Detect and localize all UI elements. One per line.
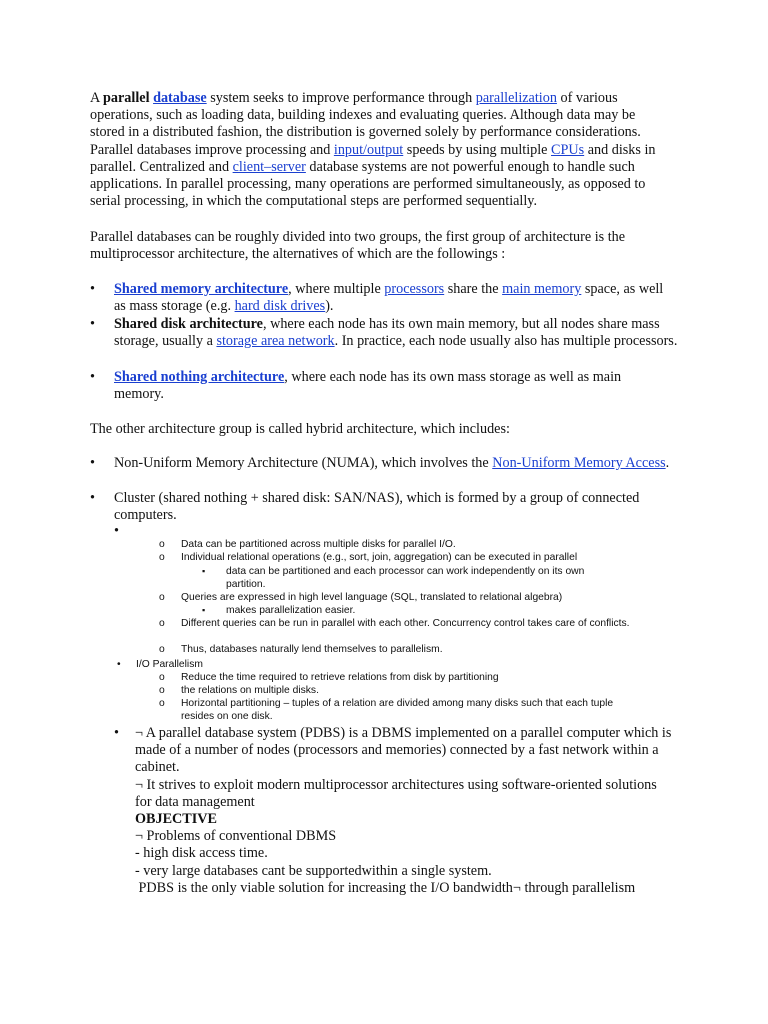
note-io-parallelism: I/O Parallelism	[136, 659, 203, 670]
pdbs-disk-access: - high disk access time.	[135, 845, 268, 862]
note-relational-operations: Individual relational operations (e.g., sort, join, aggregation) can be executed in parallel	[181, 552, 578, 563]
note-horizontal-partitioning: Horizontal partitioning – tuples of a relation are divided among many disks such that each tuple resides on one disk.	[181, 698, 614, 722]
bullet-marker: •	[90, 281, 95, 297]
link-hard-disk-drives[interactable]: hard disk drives	[234, 298, 326, 315]
list-item-shared-disk: Shared disk architecture, where each node has its own main memory, but all nodes share mass storage, usually a storage area network. In practice, each node usually also has multiple processors.	[114, 316, 678, 350]
list-item-shared-memory: Shared memory architecture, where multiple processors share the main memory space, as well as mass storage (e.g. hard disk drives).	[114, 281, 664, 315]
pdbs-definition: ¬ A parallel database system (PDBS) is a DBMS implemented on a parallel computer which is made of a number of nodes (processors and memories) connected by a fast network within a cabinet.	[135, 725, 672, 776]
architecture-intro-paragraph: Parallel databases can be roughly divided into two groups, the first group of architecture is the multiprocessor architecture, the alternatives of which are the followings :	[90, 229, 626, 263]
circle-marker: o	[159, 552, 165, 563]
link-shared-memory-architecture[interactable]: Shared memory architecture	[114, 281, 289, 297]
circle-marker: o	[159, 539, 165, 550]
pdbs-strives: ¬ It strives to exploit modern multiprocessor architectures using software-oriented solutions for data management	[135, 776, 657, 810]
bold-shared-disk: Shared disk architecture	[114, 316, 263, 332]
circle-marker: o	[159, 698, 165, 709]
list-item-cluster: Cluster (shared nothing + shared disk: SAN/NAS), which is formed by a group of connected computers.	[114, 490, 640, 524]
square-marker: ▪	[202, 605, 206, 615]
link-database[interactable]: database	[153, 90, 207, 106]
pdbs-large-databases: - very large databases cant be supportedwithin a single system.	[135, 862, 492, 879]
circle-marker: o	[159, 644, 165, 655]
circle-marker: o	[159, 618, 165, 629]
note-processor-independent: data can be partitioned and each processor can work independently on its own partition.	[226, 566, 585, 590]
note-different-queries: Different queries can be run in parallel with each other. Concurrency control takes care of conflicts.	[181, 618, 630, 629]
empty-bullet-marker: •	[114, 523, 119, 539]
objective-heading: OBJECTIVE	[135, 811, 217, 828]
link-input-output[interactable]: input/output	[333, 141, 404, 158]
bullet-marker: •	[90, 490, 95, 506]
bullet-marker: •	[90, 369, 95, 385]
circle-marker: o	[159, 685, 165, 696]
hybrid-intro-paragraph: The other architecture group is called hybrid architecture, which includes:	[90, 421, 510, 437]
note-databases-lend: Thus, databases naturally lend themselves to parallelism.	[181, 644, 443, 655]
bullet-marker: •	[114, 725, 119, 741]
circle-marker: o	[159, 592, 165, 603]
link-cpus[interactable]: CPUs	[551, 141, 585, 158]
link-storage-area-network[interactable]: storage area network	[216, 333, 335, 350]
note-queries-high-level: Queries are expressed in high level language (SQL, translated to relational algebra)	[181, 592, 563, 603]
link-main-memory[interactable]: main memory	[502, 281, 582, 297]
link-non-uniform-memory-access[interactable]: Non-Uniform Memory Access	[492, 455, 666, 471]
bullet-marker: •	[90, 455, 95, 471]
note-multiple-disks: the relations on multiple disks.	[181, 685, 319, 696]
bullet-marker: •	[117, 659, 121, 670]
link-processors[interactable]: processors	[384, 281, 445, 297]
list-item-shared-nothing: Shared nothing architecture, where each node has its own mass storage as well as main memory.	[114, 369, 622, 403]
bullet-marker: •	[90, 316, 95, 332]
bold-parallel: parallel	[103, 90, 150, 106]
square-marker: ▪	[202, 566, 206, 576]
link-shared-nothing-architecture[interactable]: Shared nothing architecture	[114, 369, 285, 385]
link-client-server[interactable]: client–server	[232, 158, 306, 175]
note-parallelization-easier: makes parallelization easier.	[226, 605, 356, 616]
pdbs-content	[135, 725, 675, 897]
link-parallelization[interactable]: parallelization	[475, 90, 557, 106]
note-data-partitioned: Data can be partitioned across multiple disks for parallel I/O.	[181, 539, 456, 550]
note-reduce-time: Reduce the time required to retrieve relations from disk by partitioning	[181, 672, 499, 683]
pdbs-problems: ¬ Problems of conventional DBMS	[135, 828, 337, 845]
list-item-numa: Non-Uniform Memory Architecture (NUMA), which involves the Non-Uniform Memory Access.	[114, 455, 670, 471]
circle-marker: o	[159, 672, 165, 683]
intro-paragraph: A parallel database system seeks to improve performance through parallelization of various operations, such as loading data, building indexes and evaluating queries. Although data may be stored in a distributed fashion, the distribution is governed solely by performance considerations. Parallel databases improve processing and input/output speeds by using multiple CPUs and disks in parallel. Centralized and client–server database systems are not powerful enough to handle such applications. In parallel processing, many operations are performed simultaneously, as opposed to serial processing, in which the computational steps are performed sequentially.	[90, 90, 656, 210]
pdbs-only-solution: PDBS is the only viable solution for increasing the I/O bandwidth¬ through parallelism	[135, 879, 636, 896]
